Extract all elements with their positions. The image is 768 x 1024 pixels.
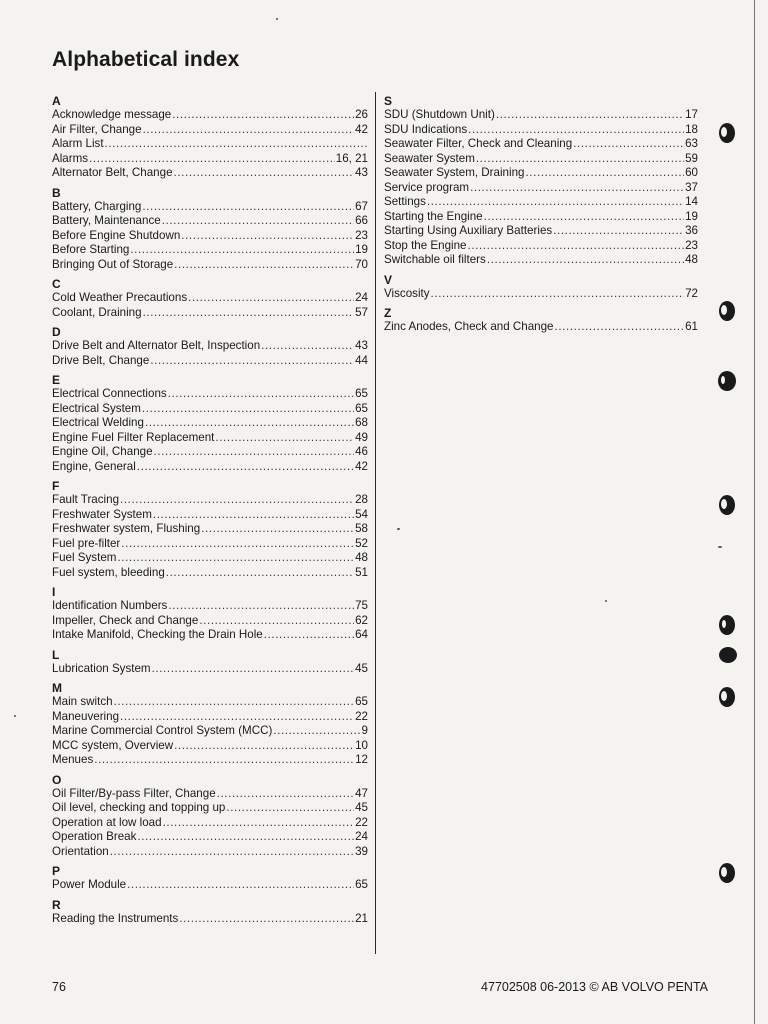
dot-leader — [188, 291, 354, 306]
dot-leader — [121, 537, 354, 552]
section-letter: B — [52, 185, 61, 200]
dot-leader — [181, 229, 354, 244]
index-entry — [52, 431, 368, 446]
entry-label: Fuel system, bleeding — [52, 565, 165, 579]
dot-leader — [226, 801, 354, 816]
entry-label: MCC system, Overview — [52, 738, 174, 752]
scan-speck — [14, 715, 16, 717]
dot-leader — [553, 224, 684, 239]
index-entry — [52, 306, 368, 321]
index-entry — [52, 816, 368, 831]
dot-leader — [150, 354, 354, 369]
index-section — [52, 773, 368, 860]
entry-label: Orientation — [52, 844, 109, 858]
entry-page-number: 62 — [355, 613, 368, 627]
footer-publication: 47702508 06-2013 © AB VOLVO PENTA — [481, 980, 708, 994]
section-letter: S — [384, 94, 393, 108]
binder-hole-icon — [716, 368, 738, 394]
dot-leader — [427, 195, 684, 210]
entry-page-number: 18 — [685, 122, 698, 136]
entry-page-number: 65 — [355, 387, 368, 400]
entry-page-number: 14 — [685, 195, 698, 208]
section-letter: C — [52, 277, 61, 291]
entry-page-number: 45 — [355, 661, 368, 675]
entry-page-number: 65 — [355, 878, 368, 891]
index-section — [52, 373, 368, 474]
entry-label: Oil level, checking and topping up — [52, 801, 226, 814]
entry-label: SDU Indications — [384, 122, 468, 136]
entry-label: SDU (Shutdown Unit) — [384, 108, 495, 121]
dot-leader — [168, 387, 354, 402]
dot-leader — [114, 695, 355, 710]
dot-leader — [137, 460, 354, 475]
section-letter: M — [52, 681, 62, 695]
binder-hole-icon — [716, 492, 738, 518]
dot-leader — [94, 753, 354, 768]
entry-label: Service program — [384, 180, 470, 194]
entry-page-number: 60 — [685, 166, 698, 179]
section-letter: E — [52, 373, 61, 387]
section-letter: I — [52, 585, 56, 599]
dot-leader — [168, 599, 354, 614]
entry-label: Power Module — [52, 878, 127, 891]
entry-label: Air Filter, Change — [52, 122, 142, 136]
entry-page-number: 39 — [355, 844, 368, 858]
index-entry — [52, 137, 368, 152]
dot-leader — [120, 493, 354, 508]
index-entry — [52, 200, 368, 215]
section-letter: L — [52, 647, 60, 662]
entry-label: Intake Manifold, Checking the Drain Hole — [52, 628, 263, 641]
entry-page-number: 57 — [355, 305, 368, 319]
entry-label: Starting the Engine — [384, 209, 483, 223]
entry-label: Main switch — [52, 695, 113, 708]
entry-page-number: 21 — [355, 911, 368, 925]
index-entry — [52, 229, 368, 244]
index-entry — [384, 152, 698, 167]
entry-label: Engine Oil, Change — [52, 445, 153, 458]
entry-page-number: 46 — [355, 445, 368, 458]
dot-leader — [431, 287, 685, 302]
index-entry — [384, 287, 698, 302]
index-entry — [52, 445, 368, 460]
entry-label: Engine Fuel Filter Replacement — [52, 430, 215, 444]
index-entry — [384, 195, 698, 210]
entry-page-number: 36 — [685, 224, 698, 237]
entry-page-number: 10 — [355, 738, 368, 752]
entry-label: Seawater System, Draining — [384, 166, 525, 179]
dot-leader — [273, 724, 360, 739]
entry-label: Coolant, Draining — [52, 305, 142, 319]
entry-label: Acknowledge message — [52, 108, 172, 121]
entry-page-number: 48 — [685, 253, 698, 266]
entry-page-number: 48 — [355, 551, 368, 564]
entry-page-number: 65 — [355, 695, 368, 708]
index-entry — [384, 239, 698, 254]
binder-hole-icon — [716, 860, 738, 886]
entry-label: Operation at low load — [52, 815, 162, 829]
entry-label: Lubrication System — [52, 661, 151, 675]
dot-leader — [143, 123, 355, 138]
index-entry — [384, 123, 698, 138]
scan-speck — [605, 600, 607, 602]
entry-page-number: 67 — [355, 199, 368, 213]
entry-page-number: 66 — [355, 214, 368, 227]
entry-page-number: 75 — [355, 599, 368, 612]
index-entry — [52, 695, 368, 710]
entry-page-number: 23 — [355, 228, 368, 242]
index-section — [52, 898, 368, 927]
entry-label: Electrical Connections — [52, 387, 167, 400]
dot-leader — [143, 306, 355, 321]
entry-label: Alarm List — [52, 137, 104, 150]
entry-label: Stop the Engine — [384, 238, 467, 252]
entry-page-number: 61 — [685, 320, 698, 333]
entry-page-number: 72 — [685, 286, 698, 300]
dot-leader — [555, 320, 685, 335]
index-entry — [52, 460, 368, 475]
index-section — [52, 648, 368, 677]
binder-hole-icon — [716, 612, 738, 638]
index-entry — [52, 214, 368, 229]
index-section — [52, 479, 368, 580]
entry-page-number: 47 — [355, 786, 368, 800]
page-edge — [754, 0, 755, 1024]
index-entry — [52, 258, 368, 273]
dot-leader — [201, 522, 354, 537]
section-letter: R — [52, 897, 61, 912]
entry-label: Freshwater system, Flushing — [52, 522, 201, 535]
entry-page-number: 68 — [355, 416, 368, 429]
index-entry — [52, 724, 368, 739]
index-entry — [52, 339, 368, 354]
index-entry — [52, 108, 368, 123]
index-entry — [52, 402, 368, 417]
scan-speck — [397, 528, 400, 530]
entry-page-number: 17 — [685, 108, 698, 121]
index-entry — [52, 710, 368, 725]
entry-label: Battery, Charging — [52, 199, 142, 213]
index-entry — [52, 753, 368, 768]
dot-leader — [145, 416, 354, 431]
index-section — [52, 864, 368, 893]
index-entry — [384, 166, 698, 181]
entry-label: Settings — [384, 195, 426, 208]
dot-leader — [468, 123, 684, 138]
entry-label: Menues — [52, 753, 94, 766]
index-section — [384, 273, 698, 302]
entry-label: Fuel pre-filter — [52, 536, 121, 550]
index-entry — [384, 181, 698, 196]
index-entry — [52, 830, 368, 845]
dot-leader — [110, 845, 354, 860]
dot-leader — [525, 166, 684, 181]
binder-hole-icon — [716, 298, 738, 324]
entry-label: Switchable oil filters — [384, 253, 486, 266]
index-entry — [52, 243, 368, 258]
entry-page-number: 26 — [355, 108, 368, 121]
dot-leader — [142, 200, 354, 215]
entry-page-number: 59 — [685, 151, 698, 165]
index-section — [384, 306, 698, 335]
dot-leader — [127, 878, 354, 893]
dot-leader — [154, 445, 355, 460]
entry-page-number: 28 — [355, 493, 368, 506]
index-section — [52, 94, 368, 181]
dot-leader — [217, 787, 354, 802]
dot-leader — [120, 710, 354, 725]
dot-leader — [166, 566, 354, 581]
column-divider — [375, 92, 376, 954]
index-entry — [52, 416, 368, 431]
dot-leader — [142, 402, 354, 417]
entry-page-number: 22 — [355, 815, 368, 829]
entry-label: Seawater System — [384, 151, 475, 165]
index-entry — [384, 253, 698, 268]
index-entry — [52, 662, 368, 677]
entry-label: Zinc Anodes, Check and Change — [384, 320, 554, 333]
entry-page-number: 19 — [355, 243, 368, 256]
entry-label: Marine Commercial Control System (MCC) — [52, 724, 273, 737]
index-entry — [52, 354, 368, 369]
dot-leader — [476, 152, 684, 167]
entry-page-number: 23 — [685, 238, 698, 252]
entry-page-number: 37 — [685, 180, 698, 194]
dot-leader — [470, 181, 684, 196]
entry-page-number: 44 — [355, 353, 368, 367]
binder-hole-icon — [716, 684, 738, 710]
entry-page-number: 63 — [685, 137, 698, 150]
entry-label: Viscosity — [384, 286, 430, 300]
dot-leader — [264, 628, 354, 643]
index-entry — [52, 912, 368, 927]
entry-label: Reading the Instruments — [52, 911, 179, 925]
dot-leader — [130, 243, 354, 258]
entry-page-number: 70 — [355, 257, 368, 271]
index-entry — [52, 123, 368, 138]
scan-speck — [276, 18, 278, 20]
entry-page-number: 12 — [355, 753, 368, 766]
entry-page-number: 43 — [355, 166, 368, 179]
entry-page-number: 58 — [355, 522, 368, 535]
entry-page-number: 65 — [355, 401, 368, 415]
index-entry — [52, 599, 368, 614]
section-letter: Z — [384, 306, 392, 320]
index-section — [52, 186, 368, 273]
entry-page-number: 16, 21 — [335, 151, 368, 165]
dot-leader — [179, 912, 354, 927]
section-letter: V — [384, 272, 393, 287]
entry-label: Bringing Out of Storage — [52, 257, 174, 271]
dot-leader — [152, 662, 355, 677]
entry-page-number: 49 — [355, 430, 368, 444]
section-letter: F — [52, 479, 60, 493]
entry-label: Engine, General — [52, 459, 136, 473]
index-entry — [52, 566, 368, 581]
entry-label: Maneuvering — [52, 709, 120, 723]
dot-leader — [487, 253, 684, 268]
section-letter: P — [52, 864, 61, 878]
scan-speck — [718, 546, 722, 548]
entry-label: Fuel System — [52, 551, 117, 564]
dot-leader — [89, 152, 335, 167]
index-entry — [52, 537, 368, 552]
entry-label: Before Starting — [52, 243, 130, 256]
entry-label: Cold Weather Precautions — [52, 291, 188, 304]
entry-page-number: 52 — [355, 536, 368, 550]
index-section — [52, 585, 368, 643]
section-letter: A — [52, 94, 61, 108]
entry-label: Electrical System — [52, 401, 141, 415]
dot-leader — [484, 210, 684, 225]
index-entry — [52, 845, 368, 860]
entry-page-number: 54 — [355, 507, 368, 521]
entry-label: Battery, Maintenance — [52, 214, 161, 227]
entry-page-number: 42 — [355, 459, 368, 473]
entry-page-number: 19 — [685, 209, 698, 223]
index-column-right — [384, 94, 698, 335]
index-entry — [384, 224, 698, 239]
dot-leader — [496, 108, 684, 123]
entry-label: Alternator Belt, Change — [52, 166, 173, 179]
page-title: Alphabetical index — [52, 48, 240, 71]
dot-leader — [215, 431, 354, 446]
entry-label: Alarms — [52, 151, 89, 165]
index-entry — [384, 320, 698, 335]
index-entry — [52, 166, 368, 181]
dot-leader — [468, 239, 685, 254]
dot-leader — [163, 816, 355, 831]
entry-page-number: 43 — [355, 339, 368, 352]
index-section — [52, 681, 368, 768]
dot-leader — [105, 137, 367, 152]
index-entry — [52, 508, 368, 523]
entry-page-number: 22 — [355, 709, 368, 723]
dot-leader — [162, 214, 354, 229]
dot-leader — [174, 739, 354, 754]
index-entry — [52, 387, 368, 402]
index-entry — [384, 137, 698, 152]
index-entry — [52, 551, 368, 566]
index-entry — [52, 493, 368, 508]
entry-page-number: 24 — [355, 291, 368, 304]
index-section — [52, 277, 368, 320]
index-entry — [52, 522, 368, 537]
footer-page-number: 76 — [52, 980, 66, 994]
index-entry — [52, 787, 368, 802]
section-letter: O — [52, 772, 62, 787]
entry-label: Impeller, Check and Change — [52, 613, 199, 627]
index-entry — [384, 210, 698, 225]
entry-label: Starting Using Auxiliary Batteries — [384, 224, 553, 237]
entry-page-number: 24 — [355, 830, 368, 843]
dot-leader — [199, 614, 354, 629]
entry-label: Drive Belt, Change — [52, 353, 150, 367]
entry-page-number: 45 — [355, 801, 368, 814]
dot-leader — [573, 137, 684, 152]
dot-leader — [261, 339, 354, 354]
index-section — [384, 94, 698, 268]
dot-leader — [117, 551, 354, 566]
entry-label: Drive Belt and Alternator Belt, Inspection — [52, 339, 261, 352]
index-entry — [52, 152, 368, 167]
entry-label: Electrical Welding — [52, 416, 144, 429]
index-entry — [52, 291, 368, 306]
entry-label: Operation Break — [52, 830, 137, 843]
entry-page-number: 64 — [355, 628, 368, 641]
entry-label: Freshwater System — [52, 507, 152, 521]
dot-leader — [137, 830, 354, 845]
index-section — [52, 325, 368, 368]
entry-page-number: 9 — [361, 724, 368, 737]
section-letter: D — [52, 325, 61, 339]
dot-leader — [174, 166, 355, 181]
index-entry — [52, 614, 368, 629]
entry-label: Identification Numbers — [52, 599, 168, 612]
index-entry — [52, 878, 368, 893]
binder-hole-icon — [716, 120, 738, 146]
dot-leader — [172, 108, 354, 123]
entry-page-number: 42 — [355, 122, 368, 136]
index-entry — [384, 108, 698, 123]
index-entry — [52, 628, 368, 643]
entry-label: Oil Filter/By-pass Filter, Change — [52, 786, 216, 800]
binder-hole-icon — [716, 642, 738, 668]
index-column-left — [52, 94, 368, 926]
entry-label: Before Engine Shutdown — [52, 228, 181, 242]
dot-leader — [153, 508, 354, 523]
entry-page-number: 51 — [355, 565, 368, 579]
entry-label: Fault Tracing — [52, 493, 120, 506]
dot-leader — [174, 258, 354, 273]
index-entry — [52, 801, 368, 816]
index-entry — [52, 739, 368, 754]
entry-label: Seawater Filter, Check and Cleaning — [384, 137, 573, 150]
